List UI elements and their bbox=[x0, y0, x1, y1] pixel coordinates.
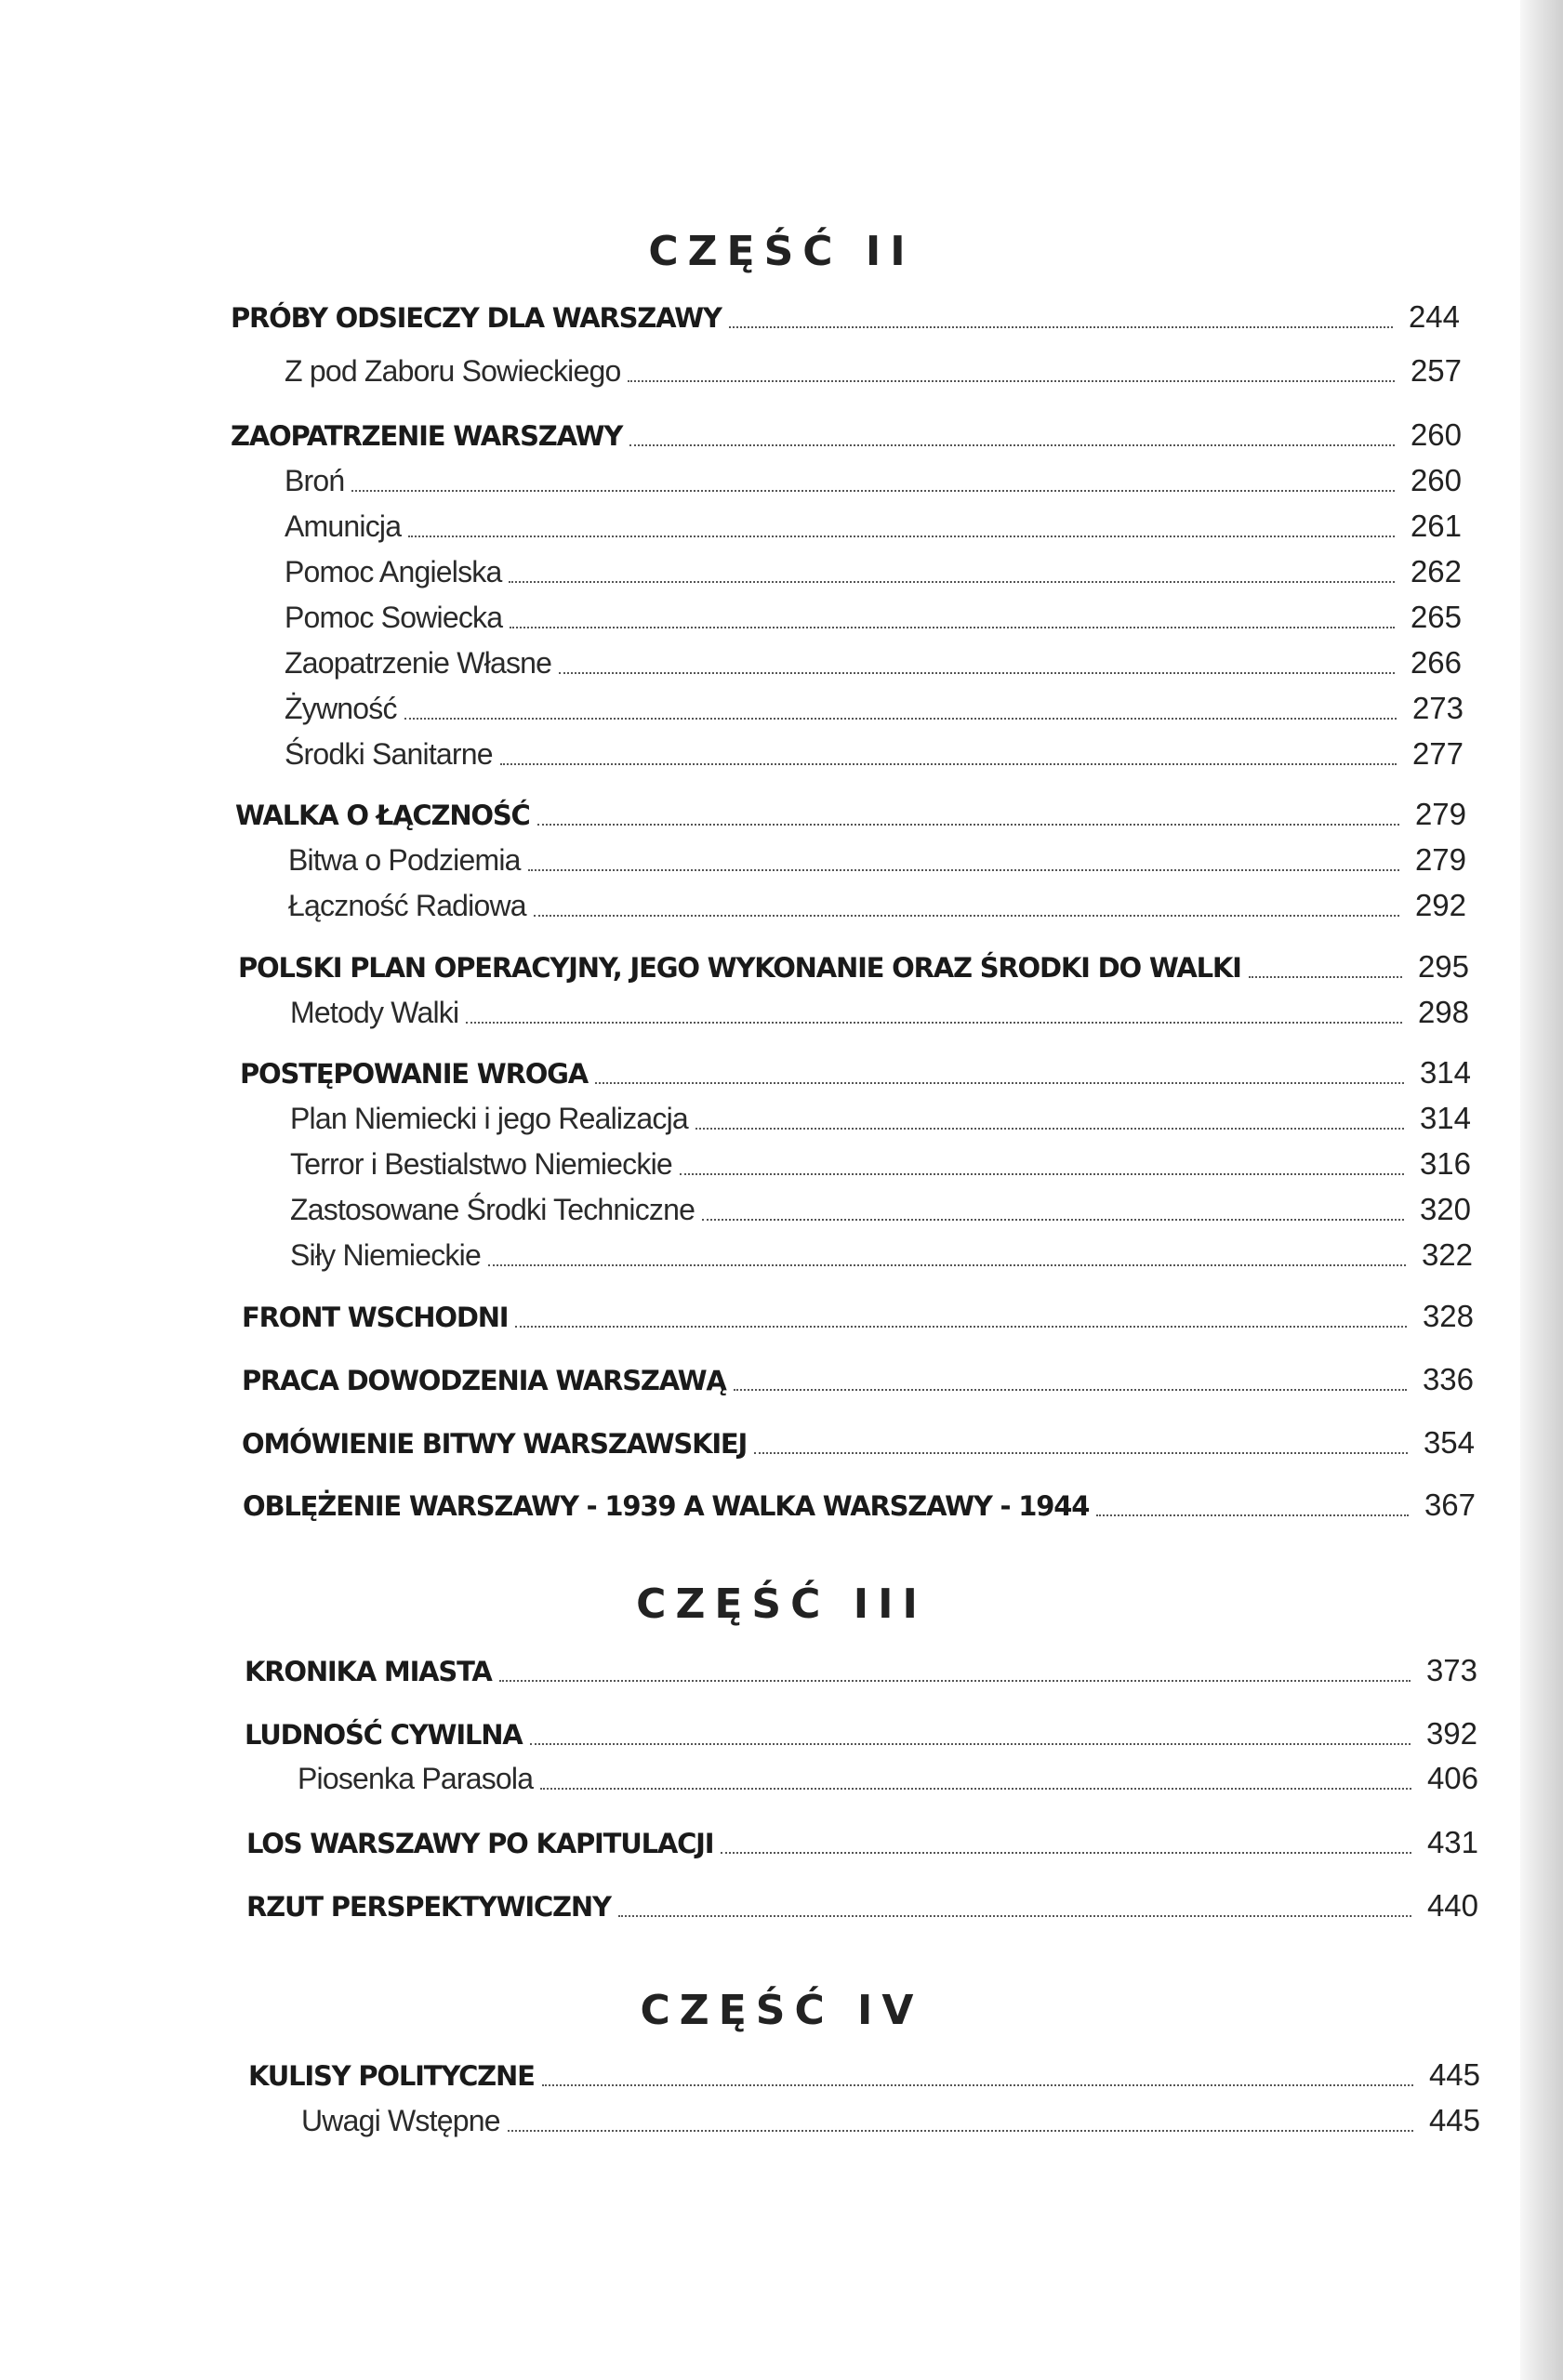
toc-chapter-entry bbox=[240, 1055, 1471, 1092]
toc-entry-title: OBLĘŻENIE WARSZAWY - 1939 A WALKA WARSZAWY - 1944 bbox=[243, 1490, 1090, 1522]
toc-page-number: 257 bbox=[1410, 353, 1462, 388]
toc-chapter-entry bbox=[248, 2057, 1480, 2095]
toc-chapter-entry bbox=[235, 797, 1466, 834]
toc-section-entry bbox=[290, 995, 1469, 1032]
toc-entry-title: OMÓWIENIE BITWY WARSZAWSKIEJ bbox=[242, 1428, 748, 1460]
dot-leader bbox=[595, 1081, 1404, 1084]
toc-page-number: 445 bbox=[1428, 2103, 1480, 2137]
dot-leader bbox=[680, 1172, 1404, 1175]
toc-entry-title: LOS WARSZAWY PO KAPITULACJI bbox=[246, 1828, 714, 1859]
dot-leader bbox=[508, 2129, 1413, 2132]
toc-entry-title: PRÓBY ODSIECZY DLA WARSZAWY bbox=[231, 302, 722, 334]
dot-leader bbox=[534, 914, 1399, 917]
toc-entry-title: Uwagi Wstępne bbox=[301, 2104, 500, 2137]
toc-section-entry bbox=[290, 1101, 1471, 1138]
toc-section-entry bbox=[285, 353, 1462, 390]
toc-section-entry bbox=[298, 1761, 1478, 1798]
toc-entry-title: ZAOPATRZENIE WARSZAWY bbox=[231, 420, 623, 452]
toc-page-number: 314 bbox=[1419, 1101, 1471, 1135]
toc-page-number: 265 bbox=[1410, 600, 1462, 634]
toc-entry-title: Bitwa o Podziemia bbox=[288, 843, 521, 877]
toc-entry-title: POSTĘPOWANIE WROGA bbox=[240, 1058, 589, 1090]
toc-page-number: 279 bbox=[1414, 797, 1466, 831]
toc-entry-title: POLSKI PLAN OPERACYJNY, JEGO WYKONANIE ORAZ ŚRODKI DO WALKI bbox=[238, 952, 1241, 984]
toc-entry-title: Pomoc Sowiecka bbox=[285, 601, 503, 634]
toc-section-entry bbox=[285, 509, 1462, 546]
toc-section-entry bbox=[288, 888, 1466, 925]
toc-entry-title: Piosenka Parasola bbox=[298, 1762, 534, 1795]
dot-leader bbox=[702, 1218, 1404, 1221]
part-heading: CZĘŚĆ IV bbox=[640, 1987, 923, 2034]
toc-page-number: 292 bbox=[1414, 888, 1466, 922]
toc-page-number: 440 bbox=[1426, 1888, 1478, 1923]
dot-leader bbox=[509, 580, 1395, 583]
toc-entry-title: KULISY POLITYCZNE bbox=[248, 2060, 535, 2092]
toc-page-number: 244 bbox=[1408, 299, 1460, 334]
dot-leader bbox=[466, 1021, 1402, 1024]
toc-section-entry bbox=[288, 842, 1466, 879]
toc-chapter-entry bbox=[246, 1825, 1478, 1862]
toc-section-entry bbox=[285, 691, 1464, 728]
toc-page-number: 266 bbox=[1410, 645, 1462, 680]
toc-page-number: 431 bbox=[1426, 1825, 1478, 1859]
toc-chapter-entry bbox=[245, 1653, 1477, 1690]
toc-page-number: 277 bbox=[1411, 736, 1464, 771]
toc-entry-title: PRACA DOWODZENIA WARSZAWĄ bbox=[242, 1365, 726, 1396]
dot-leader bbox=[530, 1742, 1411, 1745]
toc-chapter-entry bbox=[231, 299, 1460, 337]
dot-leader bbox=[559, 671, 1395, 674]
part-heading: CZĘŚĆ II bbox=[648, 228, 915, 275]
dot-leader bbox=[629, 443, 1395, 446]
toc-entry-title: LUDNOŚĆ CYWILNA bbox=[245, 1719, 523, 1751]
toc-section-entry bbox=[290, 1146, 1471, 1183]
toc-section-entry bbox=[290, 1237, 1473, 1275]
toc-entry-title: Terror i Bestialstwo Niemieckie bbox=[290, 1147, 672, 1181]
dot-leader bbox=[542, 2083, 1413, 2086]
part-heading: CZĘŚĆ III bbox=[636, 1580, 927, 1628]
toc-entry-title: Zaopatrzenie Własne bbox=[285, 646, 552, 680]
toc-entry-title: Łączność Radiowa bbox=[288, 889, 526, 922]
toc-page-number: 336 bbox=[1422, 1362, 1474, 1396]
toc-section-entry bbox=[301, 2103, 1480, 2140]
toc-section-entry bbox=[285, 600, 1462, 637]
dot-leader bbox=[408, 535, 1395, 537]
toc-page-number: 262 bbox=[1410, 554, 1462, 588]
toc-page-number: 322 bbox=[1421, 1237, 1473, 1272]
dot-leader bbox=[515, 1325, 1407, 1328]
toc-page-number: 392 bbox=[1425, 1716, 1477, 1751]
toc-page-number: 260 bbox=[1410, 463, 1462, 497]
toc-entry-title: Z pod Zaboru Sowieckiego bbox=[285, 354, 621, 388]
dot-leader bbox=[351, 489, 1395, 492]
toc-page-number: 354 bbox=[1423, 1425, 1475, 1460]
dot-leader bbox=[734, 1388, 1407, 1391]
toc-entry-title: Żywność bbox=[285, 692, 397, 725]
toc-entry-title: FRONT WSCHODNI bbox=[242, 1302, 509, 1333]
dot-leader bbox=[537, 823, 1399, 826]
dot-leader bbox=[1249, 975, 1402, 978]
toc-page-number: 367 bbox=[1424, 1488, 1476, 1522]
toc-chapter-entry bbox=[231, 417, 1462, 455]
toc-page-number: 298 bbox=[1417, 995, 1469, 1029]
toc-page-number: 445 bbox=[1428, 2057, 1480, 2092]
toc-entry-title: Środki Sanitarne bbox=[285, 737, 493, 771]
toc-section-entry bbox=[290, 1192, 1471, 1229]
toc-page-number: 314 bbox=[1419, 1055, 1471, 1090]
toc-entry-title: Plan Niemiecki i jego Realizacja bbox=[290, 1102, 688, 1135]
dot-leader bbox=[721, 1851, 1411, 1854]
toc-entry-title: Broń bbox=[285, 464, 345, 497]
toc-section-entry bbox=[285, 463, 1462, 500]
dot-leader bbox=[1096, 1514, 1409, 1516]
toc-entry-title: Amunicja bbox=[285, 509, 402, 543]
dot-leader bbox=[499, 1679, 1411, 1682]
toc-chapter-entry bbox=[242, 1425, 1475, 1462]
toc-chapter-entry bbox=[242, 1299, 1474, 1336]
toc-page-number: 406 bbox=[1426, 1761, 1478, 1795]
toc-chapter-entry bbox=[242, 1362, 1474, 1399]
toc-entry-title: RZUT PERSPEKTYWICZNY bbox=[246, 1891, 611, 1923]
toc-chapter-entry bbox=[243, 1488, 1476, 1525]
dot-leader bbox=[500, 762, 1397, 765]
toc-page-number: 273 bbox=[1411, 691, 1464, 725]
toc-page-number: 279 bbox=[1414, 842, 1466, 877]
toc-section-entry bbox=[285, 554, 1462, 591]
toc-chapter-entry bbox=[245, 1716, 1477, 1753]
toc-section-entry bbox=[285, 736, 1464, 774]
toc-chapter-entry bbox=[238, 949, 1469, 986]
toc-section-entry bbox=[285, 645, 1462, 682]
toc-page-number: 260 bbox=[1410, 417, 1462, 452]
toc-page-number: 373 bbox=[1425, 1653, 1477, 1687]
dot-leader bbox=[618, 1914, 1411, 1917]
toc-page-number: 328 bbox=[1422, 1299, 1474, 1333]
dot-leader bbox=[488, 1263, 1406, 1266]
toc-entry-title: KRONIKA MIASTA bbox=[245, 1656, 492, 1687]
toc-page-number: 295 bbox=[1417, 949, 1469, 984]
dot-leader bbox=[754, 1451, 1408, 1454]
dot-leader bbox=[628, 379, 1395, 382]
toc-entry-title: Siły Niemieckie bbox=[290, 1238, 481, 1272]
dot-leader bbox=[404, 717, 1397, 720]
dot-leader bbox=[729, 325, 1393, 328]
toc-chapter-entry bbox=[246, 1888, 1478, 1925]
toc-entry-title: Zastosowane Środki Techniczne bbox=[290, 1193, 695, 1226]
toc-entry-title: Metody Walki bbox=[290, 996, 459, 1029]
dot-leader bbox=[510, 626, 1395, 628]
dot-leader bbox=[528, 868, 1399, 871]
toc-entry-title: Pomoc Angielska bbox=[285, 555, 502, 588]
toc-page-number: 316 bbox=[1419, 1146, 1471, 1181]
dot-leader bbox=[540, 1787, 1411, 1790]
toc-entry-title: WALKA O ŁĄCZNOŚĆ bbox=[235, 800, 530, 831]
toc-page-number: 261 bbox=[1410, 509, 1462, 543]
toc-page-number: 320 bbox=[1419, 1192, 1471, 1226]
dot-leader bbox=[695, 1127, 1404, 1130]
